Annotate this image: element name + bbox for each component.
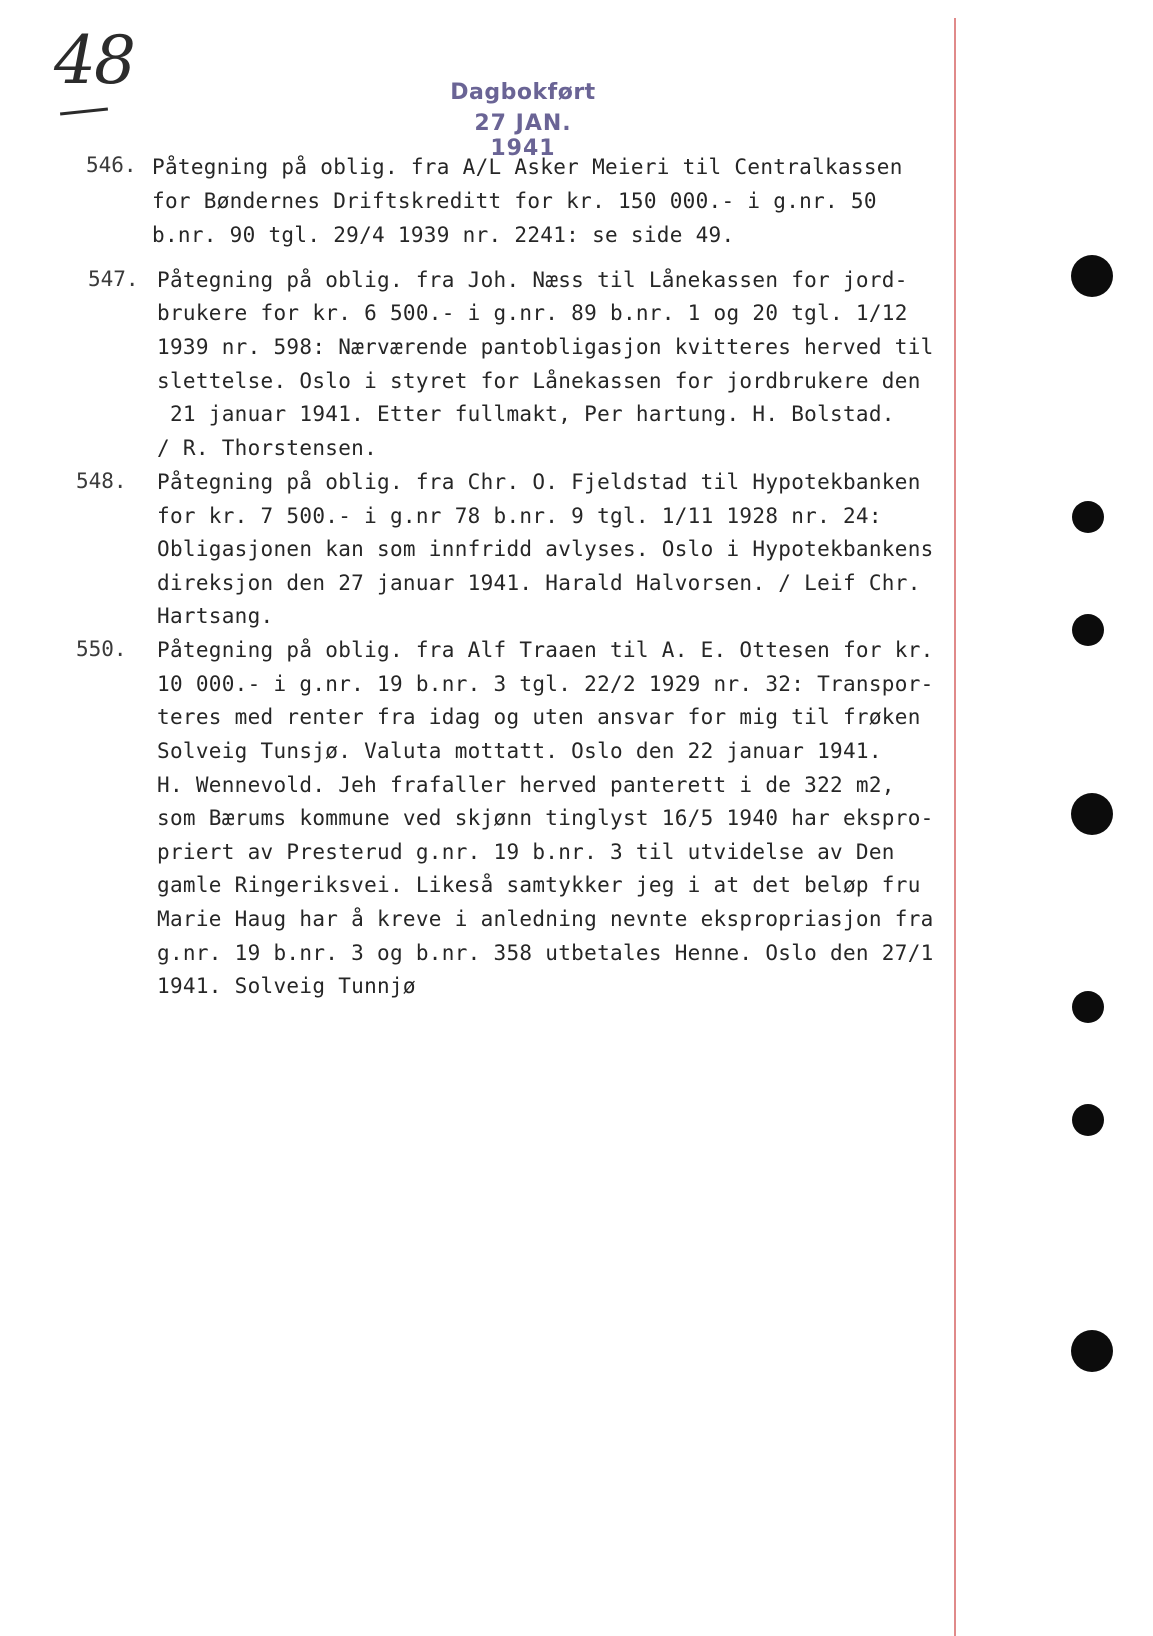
entry-550-line-8: gamle Ringeriksvei. Likeså samtykker jeg i at det beløp fru (157, 873, 921, 897)
stamp-title: Dagbokført (450, 80, 596, 105)
entry-550-line-9: Marie Haug har å kreve i anledning nevnte ekspropriasjon fra (157, 907, 934, 931)
entry-550-line-10: g.nr. 19 b.nr. 3 og b.nr. 358 utbetales Henne. Oslo den 27/1 (157, 941, 934, 965)
stamp-date: 27 JAN. 1941 (474, 111, 572, 161)
punch-hole (1071, 1330, 1113, 1372)
entry-550-line-4: Solveig Tunsjø. Valuta mottatt. Oslo den 22 januar 1941. (157, 739, 882, 763)
punch-hole (1071, 255, 1113, 297)
dagbokfort-stamp (448, 80, 598, 161)
handwritten-page-number: 48 (54, 22, 134, 99)
entry-550-line-6: som Bærums kommune ved skjønn tinglyst 16/5 1940 har ekspro- (157, 806, 934, 830)
entry-546-line-3: b.nr. 90 tgl. 29/4 1939 nr. 2241: se side 49. (152, 223, 735, 247)
entry-547-line-1: Påtegning på oblig. fra Joh. Næss til Lånekassen for jord- (157, 268, 908, 292)
entry-548-line-2: for kr. 7 500.- i g.nr 78 b.nr. 9 tgl. 1/11 1928 nr. 24: (157, 504, 882, 528)
punch-hole (1072, 501, 1104, 533)
entry-number-548: 548. (76, 469, 127, 493)
entry-547-line-5: 21 januar 1941. Etter fullmakt, Per hartung. H. Bolstad. (157, 402, 895, 426)
entry-548-line-5: Hartsang. (157, 604, 274, 628)
entry-547-line-3: 1939 nr. 598: Nærværende pantobligasjon kvitteres herved til (157, 335, 934, 359)
entry-number-550: 550. (76, 637, 127, 661)
entry-number-547: 547. (88, 267, 139, 291)
page-number-underline (60, 107, 108, 115)
punch-hole (1072, 991, 1104, 1023)
punch-hole (1072, 1104, 1104, 1136)
entry-550-line-7: priert av Presterud g.nr. 19 b.nr. 3 til utvidelse av Den (157, 840, 895, 864)
punch-hole (1071, 793, 1113, 835)
entry-550-line-2: 10 000.- i g.nr. 19 b.nr. 3 tgl. 22/2 1929 nr. 32: Transpor- (157, 672, 934, 696)
entry-550-line-11: 1941. Solveig Tunnjø (157, 974, 416, 998)
entry-548-line-3: Obligasjonen kan som innfridd avlyses. Oslo i Hypotekbankens (157, 537, 934, 561)
entry-550-line-3: teres med renter fra idag og uten ansvar for mig til frøken (157, 705, 921, 729)
entry-546-line-2: for Bøndernes Driftskreditt for kr. 150 000.- i g.nr. 50 (152, 189, 877, 213)
entry-546-line-1: Påtegning på oblig. fra A/L Asker Meieri til Centralkassen (152, 155, 903, 179)
entry-547-line-2: brukere for kr. 6 500.- i g.nr. 89 b.nr. 1 og 20 tgl. 1/12 (157, 301, 908, 325)
entry-550-line-5: H. Wennevold. Jeh frafaller herved panterett i de 322 m2, (157, 773, 895, 797)
entry-548-line-1: Påtegning på oblig. fra Chr. O. Fjeldstad til Hypotekbanken (157, 470, 921, 494)
entry-547-line-4: slettelse. Oslo i styret for Lånekassen for jordbrukere den (157, 369, 921, 393)
red-margin-line (954, 18, 956, 1636)
entry-547-line-6: / R. Thorstensen. (157, 436, 378, 460)
entry-548-line-4: direksjon den 27 januar 1941. Harald Halvorsen. / Leif Chr. (157, 571, 921, 595)
entry-number-546: 546. (86, 153, 137, 177)
punch-hole (1072, 614, 1104, 646)
entry-550-line-1: Påtegning på oblig. fra Alf Traaen til A. E. Ottesen for kr. (157, 638, 934, 662)
